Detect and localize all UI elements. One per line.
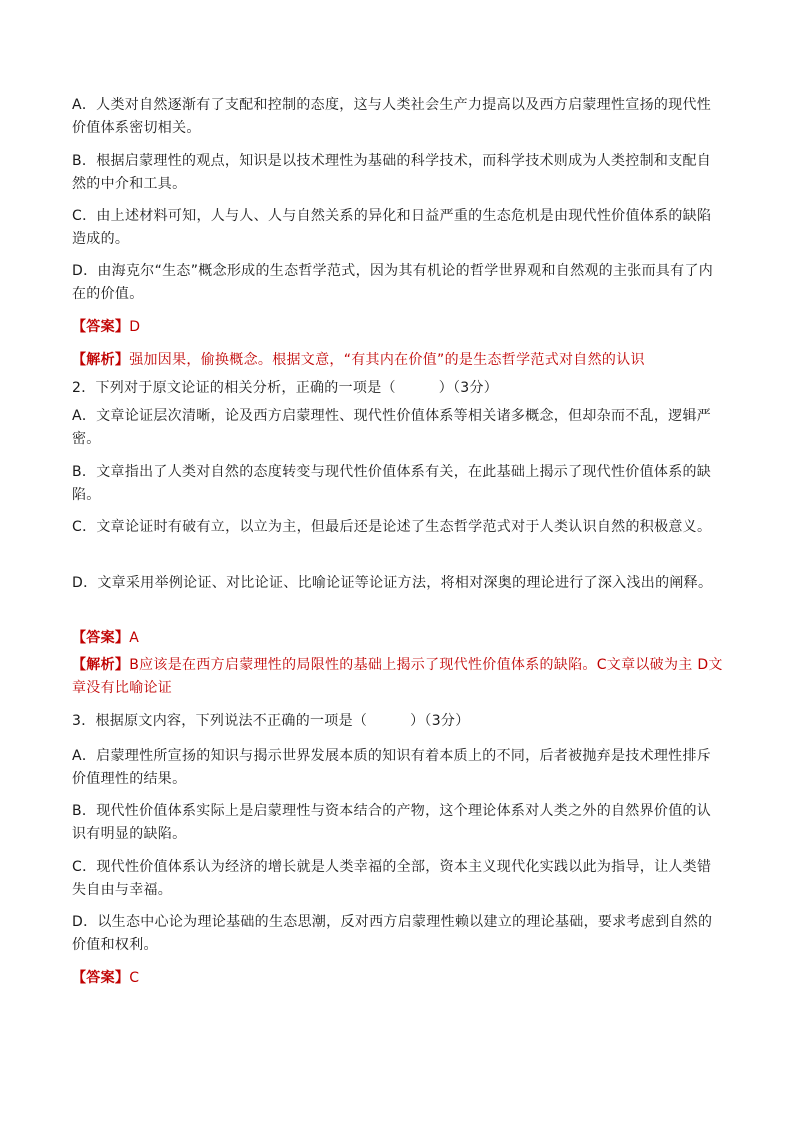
q2-analysis	[72, 654, 724, 700]
q1-option-b: B．根据启蒙理性的观点，知识是以技术理性为基础的科学技术，而科学技术则成为人类控制和支配自然的中介和工具。	[72, 153, 712, 192]
q1-option-d: D．由海克尔“生态”概念形成的生态哲学范式，因为其有机论的哲学世界观和自然观的主张而具有了内在的价值。	[72, 263, 714, 302]
q2-option-c: C．文章论证时有破有立，以立为主，但最后还是论述了生态哲学范式对于人类认识自然的积极意义。	[72, 519, 712, 535]
q3-option-a: A．启蒙理性所宣扬的知识与揭示世界发展本质的知识有着本质上的不同，后者被抛弃是技术理性排斥价值理性的结果。	[72, 748, 712, 787]
answer-value: A	[129, 630, 140, 646]
q2-option-a: A．文章论证层次清晰，论及西方启蒙理性、现代性价值体系等相关诸多概念，但却杂而不乱，逻辑严密。	[72, 408, 712, 447]
answer-tag: 【答案】	[72, 319, 130, 335]
q3-option-d: D．以生态中心论为理论基础的生态思潮，反对西方启蒙理性赖以建立的理论基础，要求考虑到自然的价值和权利。	[72, 914, 713, 953]
q1-answer	[72, 316, 724, 339]
q3-option-c: C．现代性价值体系认为经济的增长就是人类幸福的全部，资本主义现代化实践以此为指导，让人类错失自由与幸福。	[72, 859, 712, 898]
analysis-text: B应该是在西方启蒙理性的局限性的基础上揭示了现代性价值体系的缺陷。C文章以破为主 D文章没有比喻论证	[72, 657, 723, 696]
answer-tag: 【答案】	[72, 970, 130, 986]
analysis-tag: 【解析】	[72, 657, 130, 673]
analysis-tag: 【解析】	[72, 352, 130, 368]
answer-value: D	[129, 319, 141, 335]
q2-answer	[72, 627, 724, 650]
q2-option-b: B．文章指出了人类对自然的态度转变与现代性价值体系有关，在此基础上揭示了现代性价值体系的缺陷。	[72, 464, 712, 503]
analysis-text: 强加因果，偷换概念。根据文意，“有其内在价值”的是生态哲学范式对自然的认识	[129, 352, 645, 368]
q3-answer	[72, 967, 724, 990]
q1-analysis	[72, 349, 724, 372]
answer-tag: 【答案】	[72, 630, 130, 646]
q3-option-b: B．现代性价值体系实际上是启蒙理性与资本结合的产物，这个理论体系对人类之外的自然界价值的认识有明显的缺陷。	[72, 803, 712, 842]
q1-option-a: A．人类对自然逐渐有了支配和控制的态度，这与人类社会生产力提高以及西方启蒙理性宣扬的现代性价值体系密切相关。	[72, 97, 712, 136]
answer-value: C	[129, 970, 140, 986]
q1-option-c: C．由上述材料可知，人与人、人与自然关系的异化和日益严重的生态危机是由现代性价值体系的缺陷造成的。	[72, 208, 712, 247]
q3-stem: 3．根据原文内容，下列说法不正确的一项是（ ）（3分）	[72, 713, 470, 729]
q2-option-d: D．文章采用举例论证、对比论证、比喻论证等论证方法，将相对深奥的理论进行了深入浅出的阐释。	[72, 575, 713, 591]
q2-stem: 2．下列对于原文论证的相关分析，正确的一项是（ ）（3分）	[72, 380, 499, 396]
